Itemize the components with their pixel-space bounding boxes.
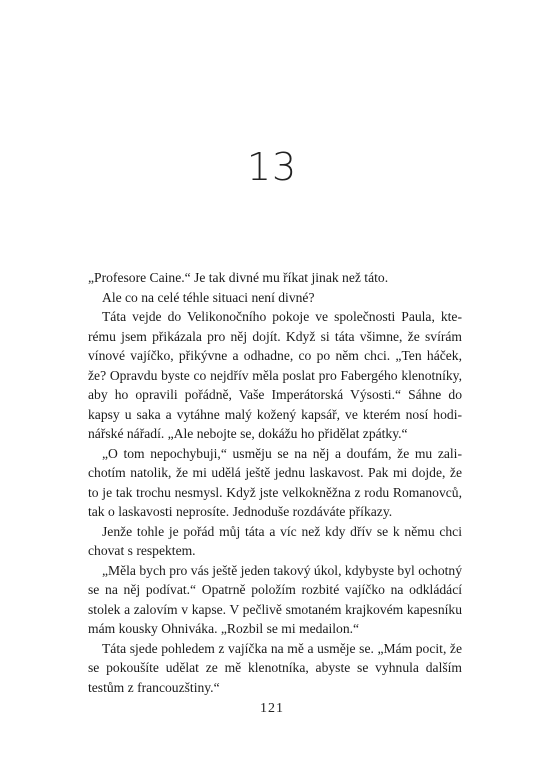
paragraph: Táta vejde do Velikonočního pokoje ve společnosti Paula, kterému jsem přikázala pro něj dojít. Když si táta všimne, že svírám vínové vajíčko, přikývne a odhadne, co po něm chci. „Ten háček, že? Opravdu byste co nejdřív měla poslat pro Fabergého klenotníky, aby ho opravili pořádně, Vaše Imperátorská Výsosti.“ Sáhne do kapsy u saka a vytáhne malý kožený kapsář, ve kterém nosí hodinářské nářadí. „Ale nebojte se, dokážu ho přidělat zpátky.“ xyxy=(88,309,462,441)
paragraph: „O tom nepochybuji,“ usměju se na něj a doufám, že mu zalichotím natolik, že mi udělá ještě jednu laskavost. Pak mi dojde, že to je tak trochu nesmysl. Když jste velkokněžna z rodu Romanovců, tak o laskavosti neprosíte. Jednoduše rozdáváte příkazy. xyxy=(88,445,462,519)
paragraph: „Měla bych pro vás ještě jeden takový úkol, kdybyste byl ochotný se na něj podívat.“ Opatrně položím rozbité vajíčko na odkládácí stolek a zalovím v kapse. V pečlivě smotaném krajkovém kapesníku mám kousky Ohniváka. „Rozbil se mi medailon.“ xyxy=(88,562,462,636)
body-text xyxy=(88,268,462,697)
chapter-number: 13 xyxy=(246,145,298,189)
paragraph: Jenže tohle je pořád můj táta a víc než kdy dřív se k němu chci chovat s respektem. xyxy=(88,523,462,558)
paragraph: Ale co na celé téhle situaci není divné? xyxy=(102,289,315,305)
page-number: 121 xyxy=(260,701,284,716)
paragraph: Táta sjede pohledem z vajíčka na mě a usměje se. „Mám pocit, že se pokoušíte udělat ze mě klenotníka, abyste se vyhnula dalším testům z francouzštiny.“ xyxy=(88,640,462,695)
paragraph: „Profesore Caine.“ Je tak divné mu říkat jinak než táto. xyxy=(88,270,389,285)
